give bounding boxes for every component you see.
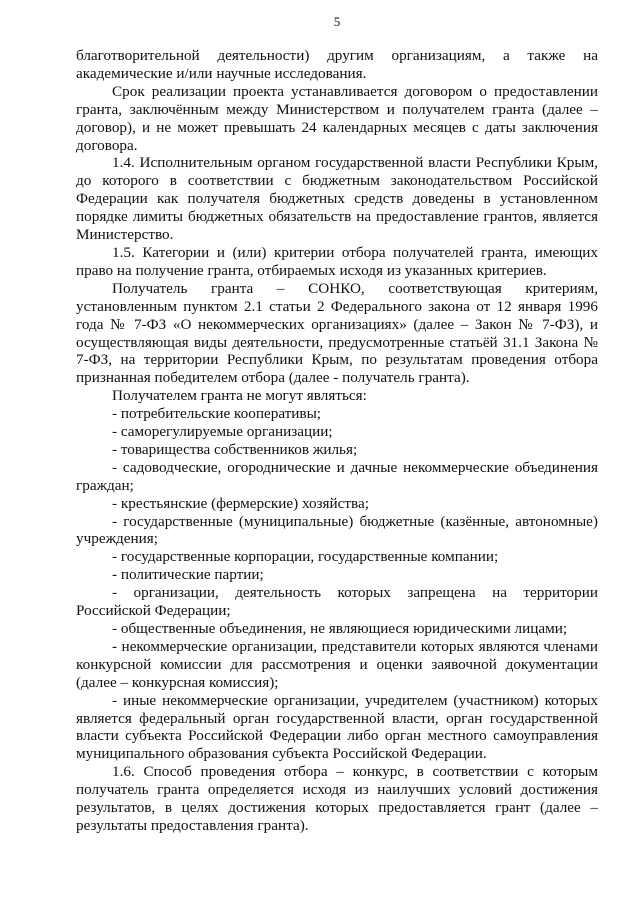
paragraph: - общественные объединения, не являющиеся юридическими лицами; xyxy=(112,620,568,637)
paragraph: - иные некоммерческие организации, учредителем (участником) которых является федеральный орган государственной власти, орган государственной власти субъекта Российской Федерации либо орган местного самоуправления муниципального образования субъекта Российской Федерации. xyxy=(76,691,598,763)
paragraph: - некоммерческие организации, представители которых являются членами конкурсной комиссии для рассмотрения и оценки заявочной документации (далее – конкурсная комиссия); xyxy=(76,637,598,691)
paragraph: 1.6. Способ проведения отбора – конкурс, в соответствии с которым получатель гранта определяется исходя из наилучших условий достижения результатов, в целях достижения которых предоставляется грант (далее – результаты предоставления гранта). xyxy=(76,763,598,834)
paragraph: Получатель гранта – СОНКО, соответствующая критериям, установленным пунктом 2.1 статьи 2 Федерального закона от 12 января 1996 года № 7-ФЗ «О некоммерческих организациях» (далее – Закон № 7-ФЗ), и осуществляющая виды деятельности, предусмотренные статьёй 31.1 Закона № 7-ФЗ, на территории Республики Крым, по результатам проведения отбора признанная победителем отбора (далее - получатель гранта). xyxy=(76,279,598,387)
paragraph: Срок реализации проекта устанавливается договором о предоставлении гранта, заключённым между Министерством и получателем гранта (далее – договор), и не может превышать 24 календарных месяцев с даты заключения договора. xyxy=(76,82,598,154)
paragraph: - потребительские кооперативы; xyxy=(112,405,322,423)
paragraph: - садоводческие, огороднические и дачные некоммерческие объединения граждан; xyxy=(76,458,598,494)
paragraph: - товарищества собственников жилья; xyxy=(112,440,358,458)
paragraph: - саморегулируемые организации; xyxy=(112,423,333,441)
paragraph: - государственные (муниципальные) бюджетные (казённые, автономные) учреждения; xyxy=(76,512,598,548)
paragraph: - политические партии; xyxy=(112,566,264,584)
paragraph: 1.4. Исполнительным органом государственной власти Республики Крым, до которого в соответствии с бюджетным законодательством Российской Федерации как получателя бюджетных средств доведены в установленном порядке лимиты бюджетных обязательств на предоставление грантов, является Министерство. xyxy=(76,154,598,244)
paragraph: 1.5. Категории и (или) критерии отбора получателей гранта, имеющих право на получение гранта, отбираемых исходя из указанных критериев. xyxy=(76,243,598,279)
document-body xyxy=(76,47,598,835)
paragraph: Получателем гранта не могут являться: xyxy=(112,387,367,405)
paragraph: благотворительной деятельности) другим организациям, а также на академические и/или научные исследования. xyxy=(76,47,598,82)
page-number: 5 xyxy=(333,14,341,29)
paragraph: - крестьянские (фермерские) хозяйства; xyxy=(112,494,369,512)
paragraph: - организации, деятельность которых запрещена на территории Российской Федерации; xyxy=(76,584,598,620)
paragraph: - государственные корпорации, государственные компании; xyxy=(112,548,499,566)
